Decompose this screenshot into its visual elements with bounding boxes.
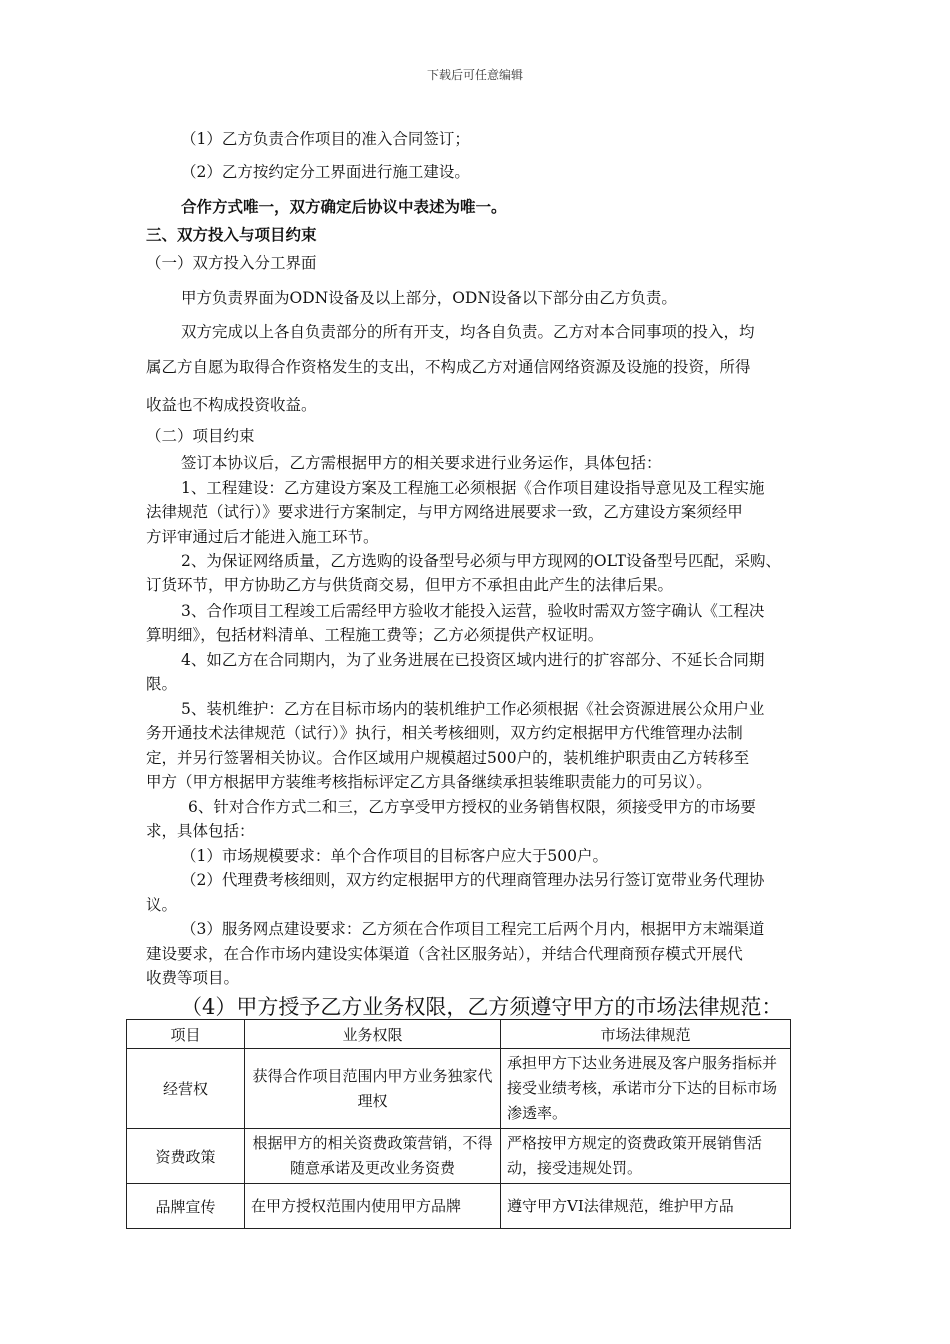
paragraph-line: 3、合作项目工程竣工后需经甲方验收才能投入运营，验收时需双方签字确认《工程决 [181,602,765,620]
page-header: 下载后可任意编辑 [426,68,523,82]
paragraph-line: 甲方负责界面为ODN设备及以上部分，ODN设备以下部分由乙方负责。 [181,289,677,307]
table-row [127,1049,791,1129]
table-caption: （4）甲方授予乙方业务权限，乙方须遵守甲方的市场法律规范： [181,995,783,1019]
paragraph-line: 收费等项目。 [146,969,240,987]
paragraph-line: 甲方（甲方根据甲方装维考核指标评定乙方具备继续承担装维职责能力的可另议）。 [146,773,712,791]
paragraph-line: 双方完成以上各自负责部分的所有开支，均各自负责。乙方对本合同事项的投入，均 [181,323,755,341]
paragraph-line: 建设要求，在合作市场内建设实体渠道（含社区服务站），并结合代理商预存模式开展代 [146,945,743,963]
table-row [127,1184,791,1229]
paragraph-line: 务开通技术法律规范（试行）》执行，相关考核细则，双方约定根据甲方代维管理办法制 [146,724,743,742]
paragraph-line: 5、装机维护：乙方在目标市场内的装机维护工作必须根据《社会资源进展公众用户业 [181,700,765,718]
table-cell: 承担甲方下达业务进展及客户服务指标并接受业绩考核，承诺市分下达的目标市场渗透率。 [501,1049,791,1129]
paragraph-line: 属乙方自愿为取得合作资格发生的支出，不构成乙方对通信网络资源及设施的投资，所得 [146,358,751,376]
paragraph-line: （3）服务网点建设要求：乙方须在合作项目工程完工后两个月内，根据甲方末端渠道 [181,920,765,938]
column-header: 市场法律规范 [501,1020,791,1049]
subsection-heading: （一）双方投入分工界面 [146,254,317,272]
table-cell: 严格按甲方规定的资费政策开展销售活动，接受违规处罚。 [501,1129,791,1184]
table-cell: 根据甲方的相关资费政策营销，不得随意承诺及更改业务资费 [245,1129,501,1184]
paragraph-line: 订货环节，甲方协助乙方与供货商交易，但甲方不承担由此产生的法律后果。 [146,576,674,594]
paragraph-line: 定，并另行签署相关协议。合作区域用户规模超过500户的，装机维护职责由乙方转移至 [146,749,750,767]
bold-note: 合作方式唯一，双方确定后协议中表述为唯一。 [181,197,507,216]
paragraph-line: 议。 [146,896,178,914]
table-cell: 品牌宣传 [127,1184,245,1229]
table-cell: 遵守甲方VI法律规范，维护甲方品 [501,1184,791,1229]
paragraph-line: 签订本协议后，乙方需根据甲方的相关要求进行业务运作，具体包括： [181,454,662,472]
paragraph-line: （1）市场规模要求：单个合作项目的目标客户应大于500户。 [181,847,608,865]
subsection-heading: （二）项目约束 [146,427,255,445]
paragraph-line: 收益也不构成投资收益。 [146,396,317,414]
table-cell: 经营权 [127,1049,245,1129]
table-cell: 获得合作项目范围内甲方业务独家代理权 [245,1049,501,1129]
paragraph-line: 6、针对合作方式二和三，乙方享受甲方授权的业务销售权限，须接受甲方的市场要 [188,798,756,816]
paragraph-line: 方评审通过后才能进入施工环节。 [146,528,379,546]
paragraph-line: 限。 [146,675,178,693]
paragraph-line: 求，具体包括： [146,822,255,840]
paragraph-line: （2）代理费考核细则，双方约定根据甲方的代理商管理办法另行签订宽带业务代理协 [181,871,765,889]
paragraph-line: 法律规范（试行）》要求进行方案制定，与甲方网络进展要求一致，乙方建设方案须经甲 [146,503,743,521]
column-header: 业务权限 [245,1020,501,1049]
paragraph-line: 4、如乙方在合同期内，为了业务进展在已投资区域内进行的扩容部分、不延长合同期 [181,651,765,669]
clause-line: （1）乙方负责合作项目的准入合同签订； [181,130,470,148]
paragraph-line: 1、工程建设：乙方建设方案及工程施工必须根据《合作项目建设指导意见及工程实施 [181,479,765,497]
table-cell: 在甲方授权范围内使用甲方品牌 [245,1184,501,1229]
table-cell: 资费政策 [127,1129,245,1184]
permissions-table [126,1019,791,1229]
paragraph-line: 2、为保证网络质量，乙方选购的设备型号必须与甲方现网的OLT设备型号匹配，采购、 [181,552,781,570]
clause-line: （2）乙方按约定分工界面进行施工建设。 [181,163,470,181]
paragraph-line: 算明细》，包括材料清单、工程施工费等；乙方必须提供产权证明。 [146,626,604,644]
section-heading: 三、双方投入与项目约束 [146,225,317,244]
column-header: 项目 [127,1020,245,1049]
table-row [127,1129,791,1184]
table-header-row [127,1020,791,1049]
